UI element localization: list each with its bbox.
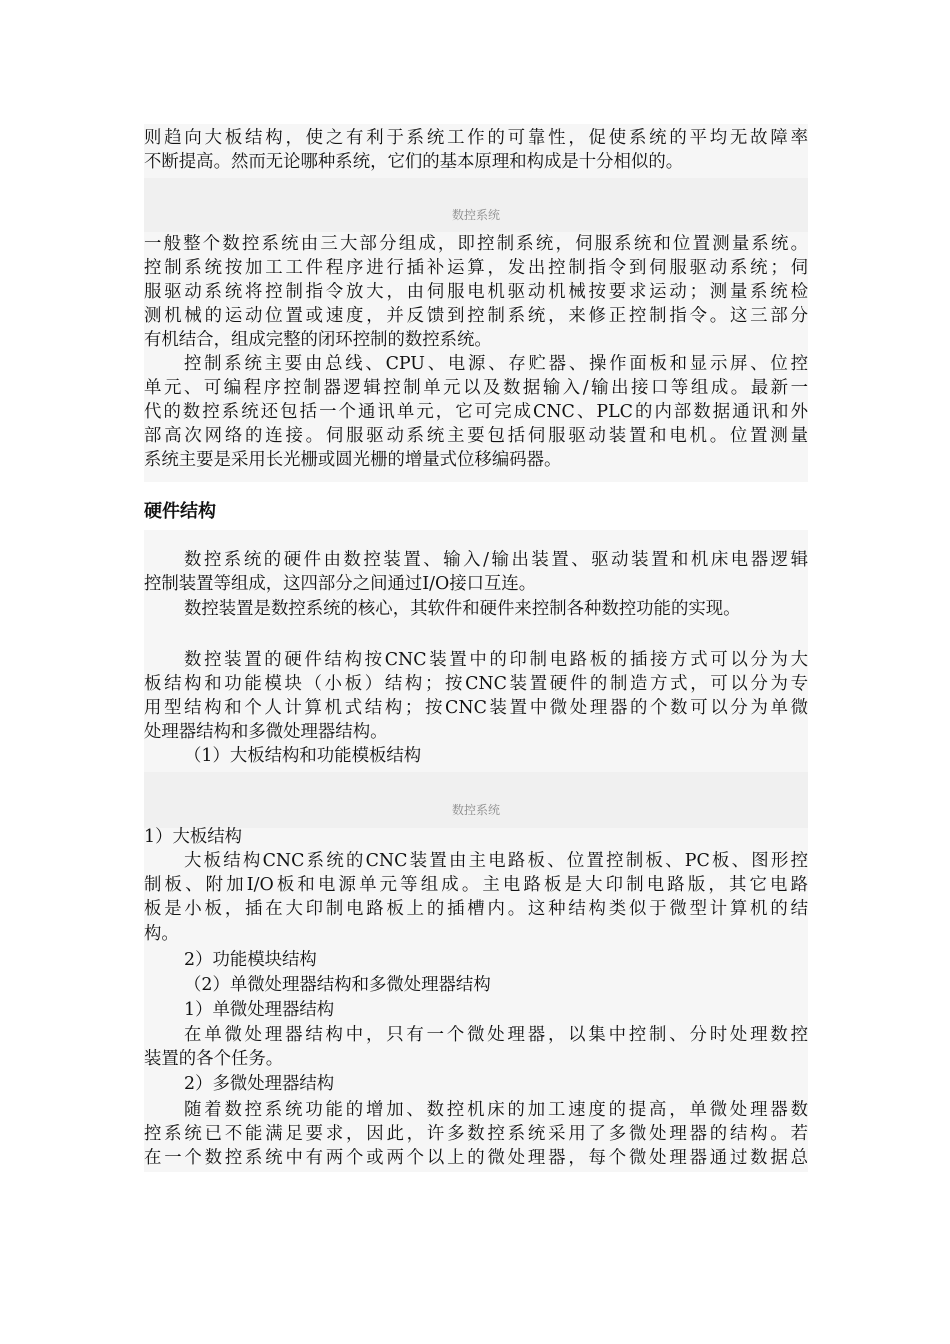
- overview-line: 服驱动系统将控制指令放大，由伺服电机驱动机械按要求运动；测量系统检: [144, 282, 808, 302]
- overview-line: 控制系统主要由总线、CPU、电源、存贮器、操作面板和显示屏、位控: [184, 354, 808, 374]
- structures-line: 2）功能模块结构: [184, 950, 317, 970]
- structures-line: 1）大板结构: [144, 827, 243, 847]
- structures-line: 构。: [144, 924, 179, 944]
- hardware-line: 数控装置的硬件结构按CNC装置中的印制电路板的插接方式可以分为大: [184, 650, 808, 670]
- structures-line: 控系统已不能满足要求，因此，许多数控系统采用了多微处理器的结构。若: [144, 1124, 808, 1144]
- caption-band-2: [144, 772, 808, 828]
- structures-line: 装置的各个任务。: [144, 1049, 284, 1069]
- structures-line: 在一个数控系统中有两个或两个以上的微处理器，每个微处理器通过数据总: [144, 1148, 808, 1168]
- overview-line: 一般整个数控系统由三大部分组成，即控制系统，伺服系统和位置测量系统。: [144, 234, 808, 254]
- intro-line: 则趋向大板结构，使之有利于系统工作的可靠性，促使系统的平均无故障率: [144, 128, 808, 148]
- hardware-line: 板结构和功能模块（小板）结构；按CNC装置硬件的制造方式，可以分为专: [144, 674, 808, 694]
- structures-line: 在单微处理器结构中，只有一个微处理器，以集中控制、分时处理数控: [184, 1025, 808, 1045]
- hardware-line: 控制装置等组成，这四部分之间通过I/O接口互连。: [144, 574, 537, 594]
- hardware-line: （1）大板结构和功能模板结构: [184, 746, 422, 766]
- structures-line: 制板、附加I/O板和电源单元等组成。主电路板是大印制电路版，其它电路: [144, 875, 808, 895]
- overview-line: 系统主要是采用长光栅或圆光栅的增量式位移编码器。: [144, 450, 562, 470]
- hardware-line: 用型结构和个人计算机式结构；按CNC装置中微处理器的个数可以分为单微: [144, 698, 808, 718]
- overview-line: 代的数控系统还包括一个通讯单元，它可完成CNC、PLC的内部数据通讯和外: [144, 402, 808, 422]
- image-caption: 数控系统: [451, 803, 500, 817]
- image-caption: 数控系统: [451, 208, 500, 222]
- section-heading: 硬件结构: [144, 501, 216, 522]
- structures-line: （2）单微处理器结构和多微处理器结构: [184, 975, 491, 995]
- intro-line: 不断提高。然而无论哪种系统，它们的基本原理和构成是十分相似的。: [144, 152, 684, 172]
- structures-line: 随着数控系统功能的增加、数控机床的加工速度的提高，单微处理器数: [184, 1100, 808, 1120]
- hardware-line: 数控装置是数控系统的核心，其软件和硬件来控制各种数控功能的实现。: [184, 599, 741, 619]
- structures-line: 1）单微处理器结构: [184, 1000, 335, 1020]
- hardware-line: 处理器结构和多微处理器结构。: [144, 722, 388, 742]
- structures-line: 板是小板，插在大印制电路板上的插槽内。这种结构类似于微型计算机的结: [144, 899, 808, 919]
- hardware-line: 数控系统的硬件由数控装置、输入/输出装置、驱动装置和机床电器逻辑: [184, 550, 808, 570]
- overview-line: 部高次网络的连接。伺服驱动系统主要包括伺服驱动装置和电机。位置测量: [144, 426, 808, 446]
- overview-line: 单元、可编程序控制器逻辑控制单元以及数据输入/输出接口等组成。最新一: [144, 378, 808, 398]
- caption-band-1: [144, 178, 808, 232]
- structures-line: 大板结构CNC系统的CNC装置由主电路板、位置控制板、PC板、图形控: [184, 851, 808, 871]
- overview-line: 测机械的运动位置或速度，并反馈到控制系统，来修正控制指令。这三部分: [144, 306, 808, 326]
- overview-line: 有机结合，组成完整的闭环控制的数控系统。: [144, 330, 492, 350]
- overview-line: 控制系统按加工工件程序进行插补运算，发出控制指令到伺服驱动系统；伺: [144, 258, 808, 278]
- structures-line: 2）多微处理器结构: [184, 1074, 335, 1094]
